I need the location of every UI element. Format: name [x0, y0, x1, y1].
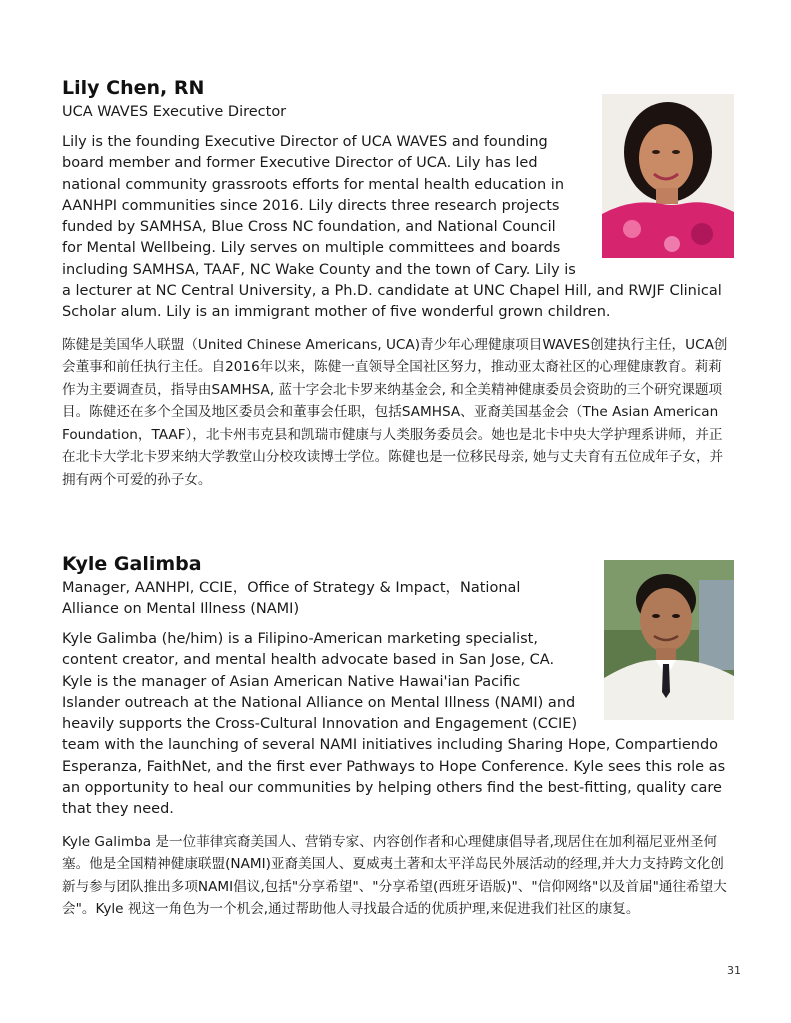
kyle-galimba-photo [604, 560, 734, 720]
page-number: 31 [727, 964, 741, 977]
lily-chen-photo [602, 94, 734, 258]
lily-chen-bio-zh: 陈健是美国华人联盟（United Chinese Americans, UCA)青少年心理健康项目WAVES创建执行主任，UCA创会董事和前任执行主任。自2016年以来，陈健一直领导全国社区努力，推动亚太裔社区的心理健康教育。莉莉作为主要调查员，指导由SAMHSA, 蓝十字会北卡罗来纳基金会, 和全美精神健康委员会资助的三个研究课题项目。陈健还在多个全国及地区委员会和董事会任职，包括SAMHSA、亚裔美国基金会（The Asian American Foundation，TAAF），北卡州韦克县和凯瑞市健康与人类服务委员会。她也是北卡中央大学护理系讲师，并正在北卡大学北卡罗来纳大学教堂山分校攻读博士学位。陈健也是一位移民母亲, 她与丈夫育有五位成年子女，并拥有两个可爱的孙子女。 [62, 336, 728, 488]
kyle-galimba-bio-zh: Kyle Galimba 是一位菲律宾裔美国人、营销专家、内容创作者和心理健康倡导者,现居住在加利福尼亚州圣何塞。他是全国精神健康联盟(NAMI)亚裔美国人、夏威夷土著和太平洋岛民外展活动的经理,并大力支持跨文化创新与参与团队推出多项NAMI倡议,包括"分享希望"、"分享希望(西班牙语版)"、"信仰网络"以及首届"通往希望大会"。Kyle 视这一角色为一个机会,通过帮助他人寻找最合适的优质护理,来促进我们社区的康复。 [62, 833, 727, 918]
lily-chen-title: UCA WAVES Executive Director [62, 104, 287, 120]
lily-chen-bio-en: Lily is the founding Executive Director of UCA WAVES and founding board member and former Executive Director of UCA. Lily has led national community grassroots efforts for mental health education in AANHPI communities since 2016. Lily directs three research projects funded by SAMHSA, Blue Cross NC foundation, and National Council for Mental Wellbeing. Lily serves on multiple committees and boards including SAMHSA, TAAF, NC Wake County and the town of Cary. Lily is a lecturer at NC Central University, a Ph.D. candidate at UNC Chapel Hill, and RWJF Clinical Scholar alum. Lily is an immigrant mother of five wonderful grown children. [62, 134, 722, 321]
kyle-galimba-bio-en: Kyle Galimba (he/him) is a Filipino-American marketing specialist, content creator, and mental health advocate based in San Jose, CA. Kyle is the manager of Asian American Native Hawai'ian Pacific Islander outreach at the National Alliance on Mental Illness (NAMI) and heavily supports the Cross-Cultural Innovation and Engagement (CCIE) team with the launching of several NAMI initiatives including Sharing Hope, Compartiendo Esperanza, FaithNet, and the first ever Pathways to Hope Conference. Kyle sees this role as an opportunity to heal our communities by helping others find the best-fitting, quality care that they need. [62, 631, 726, 818]
bio-lily-chen [62, 76, 734, 491]
lily-chen-name: Lily Chen, RN [62, 77, 205, 99]
kyle-galimba-title: Manager, AANHPI, CCIE，Office of Strategy & Impact，National Alliance on Mental Illness (NAMI) [62, 580, 521, 617]
bio-kyle-galimba [62, 552, 734, 921]
kyle-galimba-name: Kyle Galimba [62, 553, 202, 575]
